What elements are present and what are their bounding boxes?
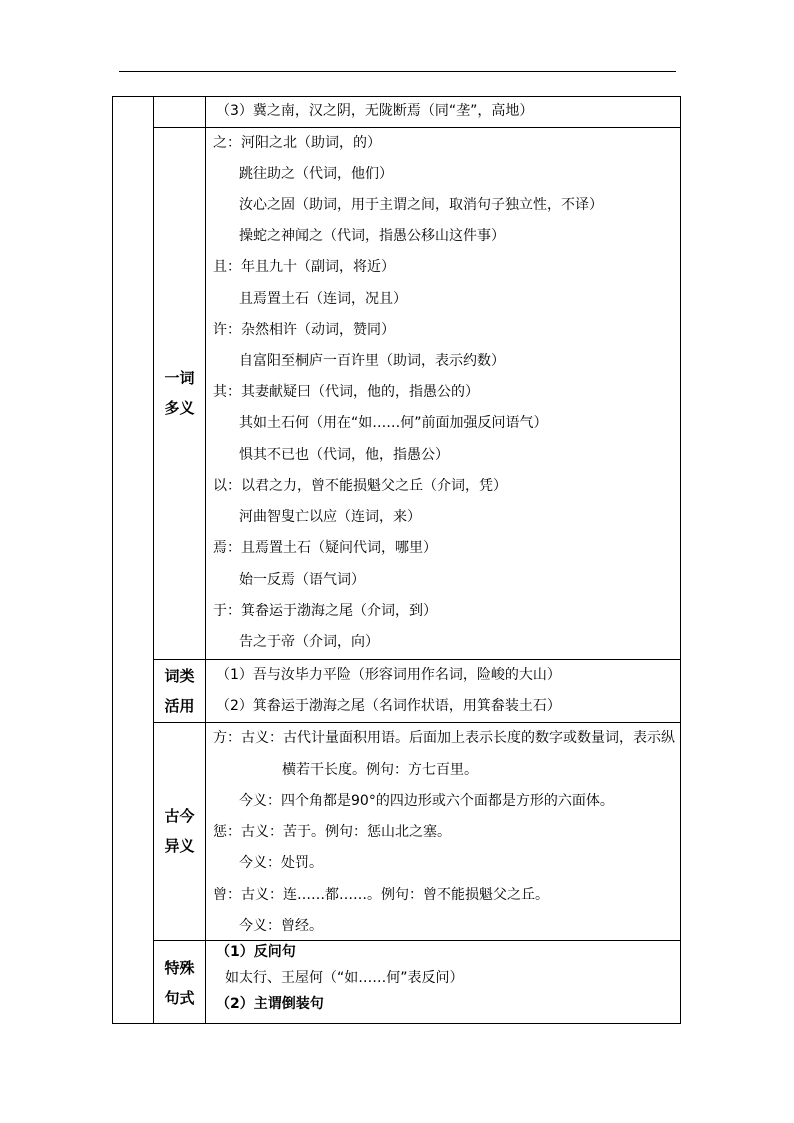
list-item: 今义：四个角都是90°的四边形或六个面都是方形的六面体。 bbox=[239, 793, 614, 809]
list-item: 始一反焉（语气词） bbox=[239, 572, 365, 588]
list-item: 其：其妻献疑曰（代词，他的，指愚公的） bbox=[213, 384, 479, 400]
list-item: 惩：古义：苦于。例句：惩山北之塞。 bbox=[213, 824, 451, 840]
category-label-gujin bbox=[154, 801, 205, 861]
list-item: 今义：处罚。 bbox=[239, 855, 323, 871]
category-label-line: 特殊 bbox=[164, 959, 195, 977]
category-label-line: 一词 bbox=[164, 369, 195, 387]
list-item: 其如土石何（用在“如……何”前面加强反问语气） bbox=[239, 415, 548, 431]
list-item: 汝心之固（助词，用于主谓之间，取消句子独立性，不译） bbox=[239, 197, 603, 213]
category-label-line: 词类 bbox=[164, 667, 195, 685]
list-item: 操蛇之神闻之（代词，指愚公移山这件事） bbox=[239, 228, 505, 244]
list-item: 惧其不已也（代词，他，指愚公） bbox=[239, 447, 449, 463]
category-label-line: 多义 bbox=[164, 399, 195, 417]
category-label-line: 古今 bbox=[164, 807, 195, 825]
category-label-teshu bbox=[154, 953, 205, 1013]
category-label-line: 活用 bbox=[164, 697, 195, 715]
table-border-left bbox=[112, 96, 113, 1024]
grammar-table bbox=[112, 96, 681, 1024]
list-item: 横若干长度。例句：方七百里。 bbox=[282, 762, 478, 778]
category-label-line: 句式 bbox=[164, 989, 195, 1007]
list-item: 河曲智叟亡以应（连词，来） bbox=[239, 509, 421, 525]
list-item: 之：河阳之北（助词，的） bbox=[213, 135, 381, 151]
list-item: 曾：古义：连……都……。例句：曾不能损魁父之丘。 bbox=[213, 887, 549, 903]
list-item: 许：杂然相许（动词，赞同） bbox=[213, 322, 395, 338]
list-item: （1）吾与汝毕力平险（形容词用作名词，险峻的大山） bbox=[216, 667, 561, 683]
list-item: 于：箕畚运于渤海之尾（介词，到） bbox=[213, 603, 437, 619]
list-item: （2）箕畚运于渤海之尾（名词作状语，用箕畚装土石） bbox=[216, 698, 561, 714]
table-divider-1 bbox=[153, 96, 154, 1024]
list-item: 焉：且焉置土石（疑问代词，哪里） bbox=[213, 540, 437, 556]
list-item: 自富阳至桐庐一百许里（助词，表示约数） bbox=[239, 353, 505, 369]
list-item: 如太行、王屋何（“如……何”表反问） bbox=[225, 970, 464, 986]
table-border-bottom bbox=[112, 1023, 681, 1024]
list-item: 跳往助之（代词，他们） bbox=[239, 166, 393, 182]
table-divider-2 bbox=[205, 96, 206, 1024]
list-item: 告之于帝（介词，向） bbox=[239, 634, 379, 650]
list-item: 且：年且九十（副词，将近） bbox=[213, 259, 395, 275]
subheading: （1）反问句 bbox=[216, 944, 296, 960]
category-label-line: 异义 bbox=[164, 837, 195, 855]
list-item: 方：古义：古代计量面积用语。后面加上表示长度的数字或数量词，表示纵 bbox=[213, 730, 675, 746]
category-label-cilei bbox=[154, 661, 205, 721]
list-item: 且焉置土石（连词，况且） bbox=[239, 291, 407, 307]
header-rule bbox=[119, 71, 676, 72]
table-border-right bbox=[680, 96, 681, 1024]
table-cell-text: （3）冀之南，汉之阴，无陇断焉（同“垄”，高地） bbox=[216, 103, 534, 119]
category-label-yici bbox=[154, 363, 205, 423]
subheading: （2）主谓倒装句 bbox=[216, 996, 324, 1012]
list-item: 以：以君之力，曾不能损魁父之丘（介词，凭） bbox=[213, 478, 507, 494]
list-item: 今义：曾经。 bbox=[239, 918, 323, 934]
